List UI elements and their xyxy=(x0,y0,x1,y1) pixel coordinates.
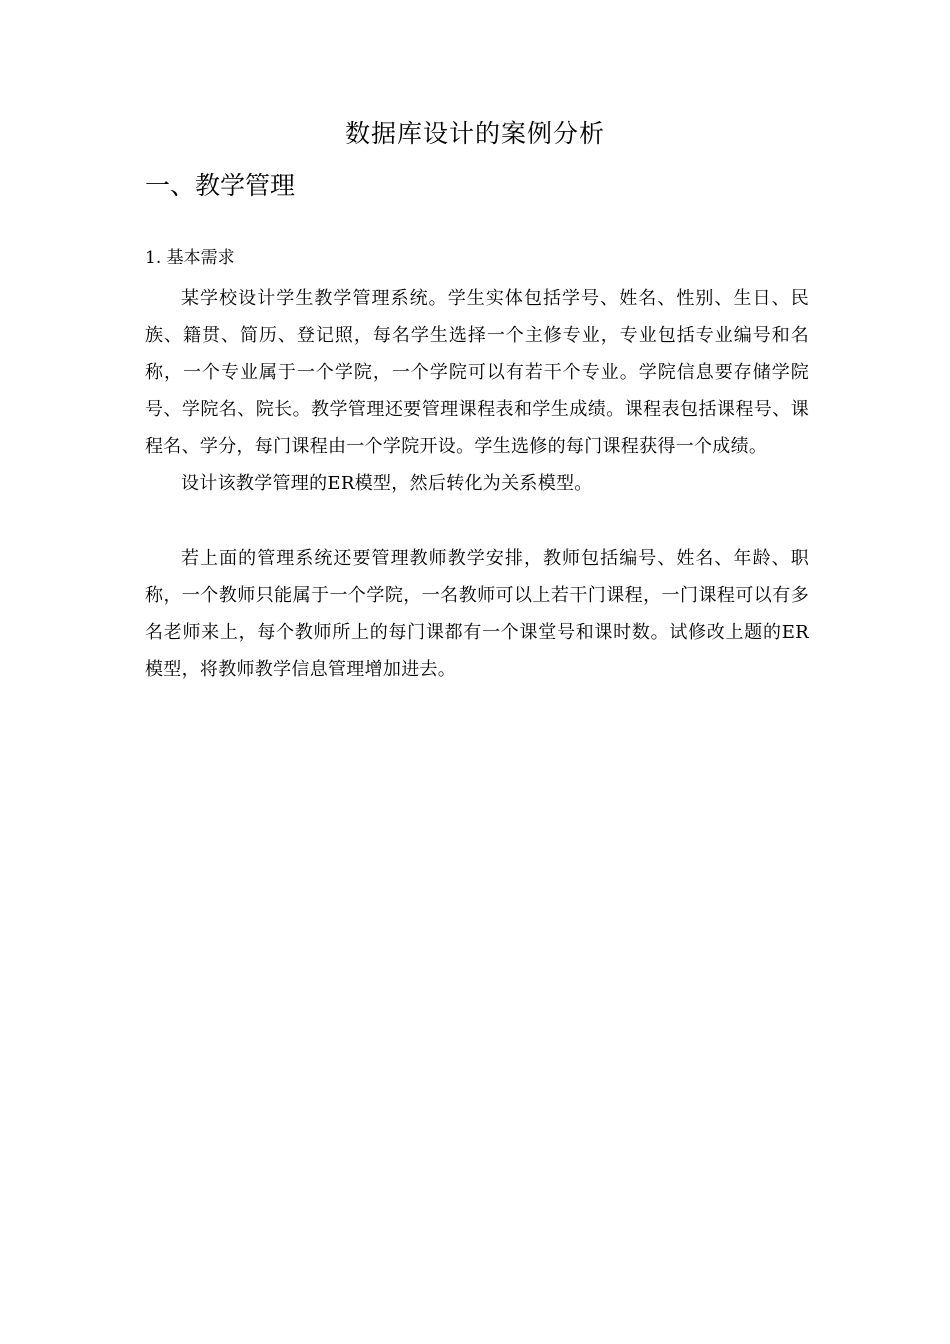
requirements-text xyxy=(145,280,809,502)
extension-text xyxy=(145,540,809,688)
section-heading: 一、教学管理 xyxy=(145,171,296,200)
paragraph-student-system: 某学校设计学生教学管理系统。学生实体包括学号、姓名、性别、生日、民族、籍贯、简历、登记照，每名学生选择一个主修专业，专业包括专业编号和名称，一个专业属于一个学院，一个学院可以有若干个专业。学院信息要存储学院号、学院名、院长。教学管理还要管理课程表和学生成绩。课程表包括课程号、课程名、学分，每门课程由一个学院开设。学生选修的每门课程获得一个成绩。 xyxy=(145,288,809,457)
subsection-heading: 1. 基本需求 xyxy=(145,248,235,268)
paragraph-teacher-extension: 若上面的管理系统还要管理教师教学安排，教师包括编号、姓名、年龄、职称，一个教师只能属于一个学院，一名教师可以上若干门课程，一门课程可以有多名老师来上，每个教师所上的每门课都有一个课堂号和课时数。试修改上题的ER模型，将教师教学信息管理增加进去。 xyxy=(145,548,809,680)
paragraph-design-task: 设计该教学管理的ER模型，然后转化为关系模型。 xyxy=(181,473,593,494)
document-title: 数据库设计的案例分析 xyxy=(344,119,605,148)
